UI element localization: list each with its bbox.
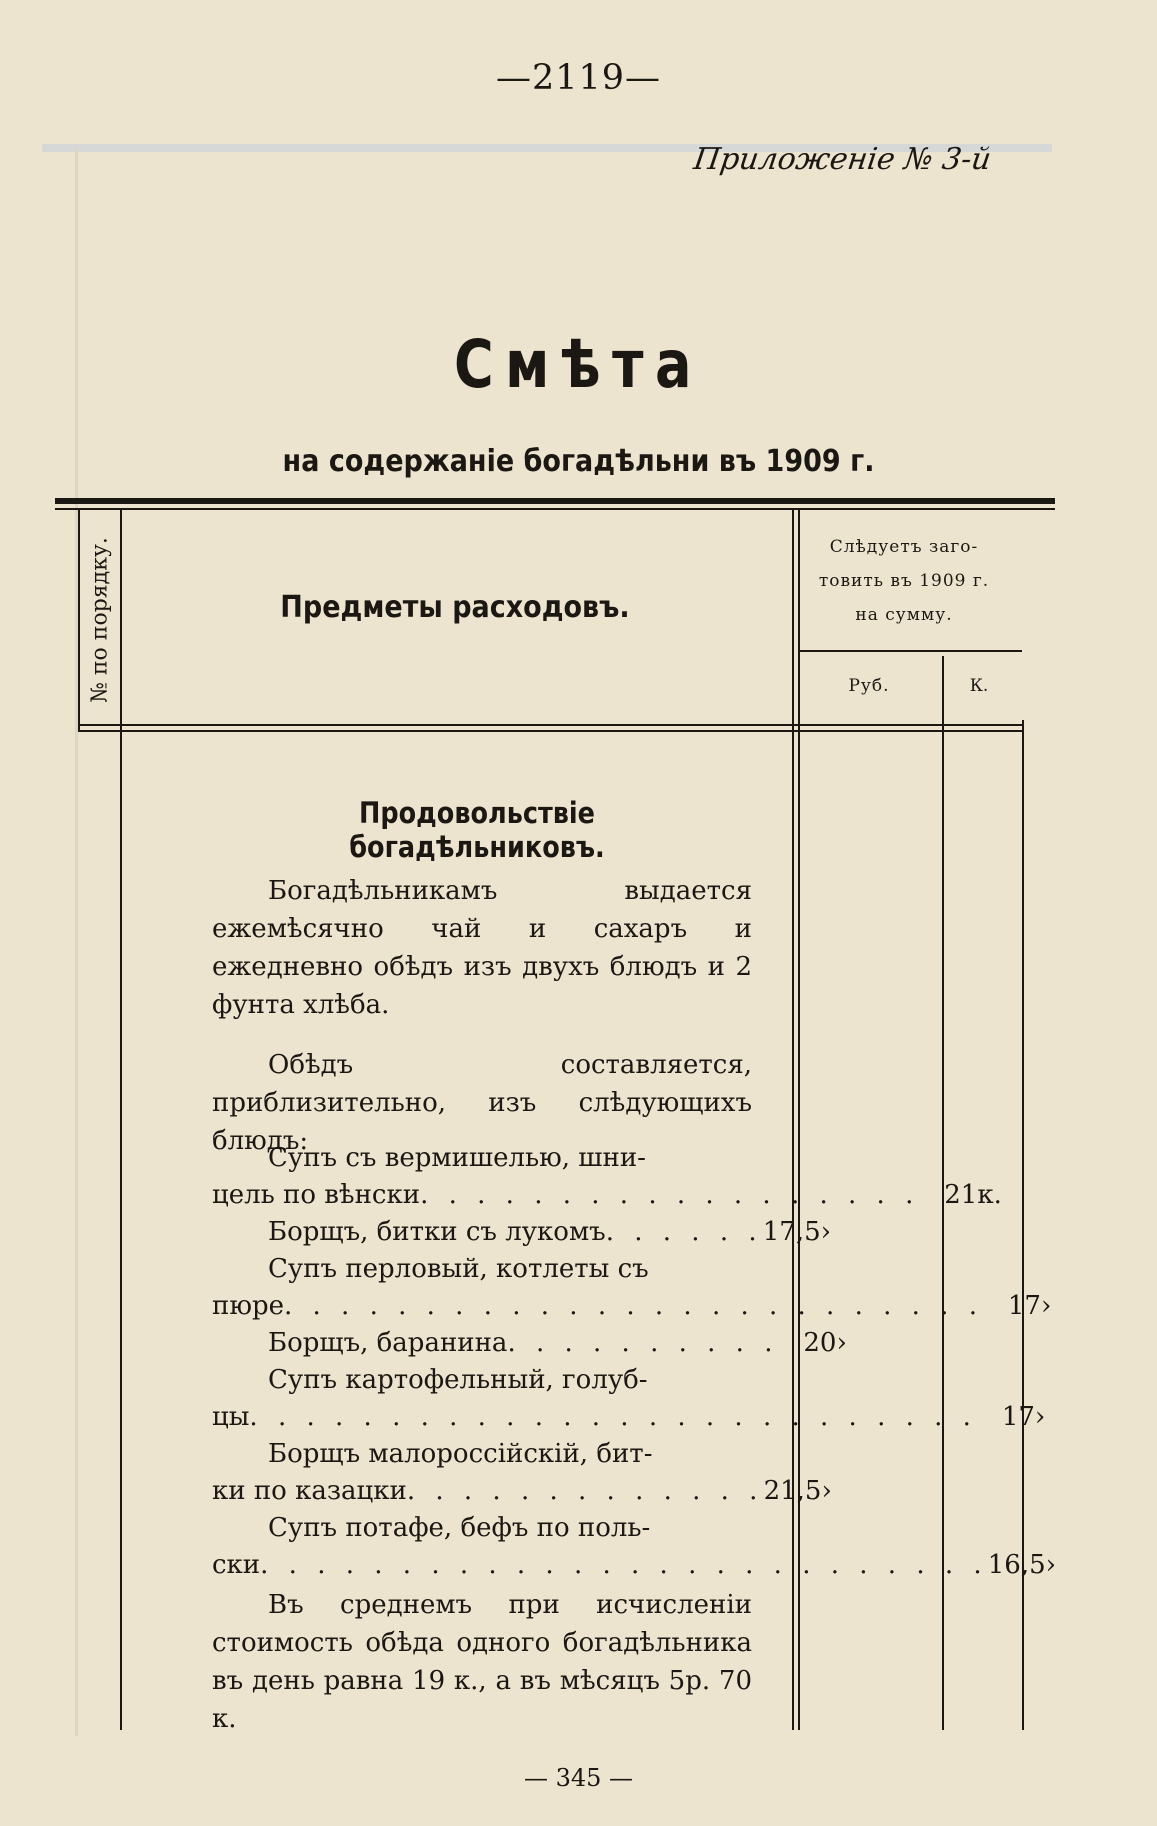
menu-item: Борщъ, баранина . . . . . . . . . . 20 › (268, 1328, 847, 1358)
col-kop-header: К. (969, 676, 989, 696)
paragraph-3: Въ среднемъ при исчисленiи стоимость обѣда одного богадѣльника въ день равна 19 к., а въ мѣсяцъ 5р. 70 к. (212, 1590, 752, 1734)
col-rub-header: Руб. (848, 676, 890, 696)
page-number-bottom: — 345 — (523, 1764, 634, 1792)
col-number-header: № по порядку. (87, 537, 113, 703)
paragraph-1: Богадѣльникамъ выдается ежемѣсячно чай и сахаръ и ежедневно обѣдъ изъ двухъ блюдъ и 2 фунта хлѣба. (212, 876, 752, 1020)
menu-line: Супъ потафе, бефъ по поль- (268, 1513, 651, 1543)
menu-item: цы . . . . . . . . . . . . . . . . . . . . . . . . . . 17 › (212, 1402, 1046, 1432)
menu-item: цель по вѣнски . . . . . . . . . . . . . . . . . . 21 к. (212, 1180, 1002, 1210)
menu-item: ки по казацки . . . . . . . . . . . . . 21,5 › (212, 1476, 832, 1506)
header-bottom-rule-2 (78, 730, 1022, 732)
document-subtitle: на содержанiе богадѣльни въ 1909 г. (282, 444, 875, 479)
menu-line: Борщъ малороссiйскiй, бит- (268, 1439, 653, 1469)
document-title: Смѣта (453, 326, 704, 403)
header-thick-rule (55, 498, 1055, 504)
menu-item: Борщъ, битки съ лукомъ . . . . . . 17,5 › (268, 1217, 832, 1247)
menu-list (212, 1140, 1057, 1584)
menu-line: Супъ съ вермишелью, шни- (268, 1143, 646, 1173)
scan-edge (75, 146, 78, 1736)
appendix-label: Приложенiе № 3-й (691, 142, 994, 177)
menu-item: пюре . . . . . . . . . . . . . . . . . . . . . . . . . 17 › (212, 1291, 1052, 1321)
header-thin-rule (55, 508, 1055, 510)
menu-line: Супъ картофельный, голуб- (268, 1365, 648, 1395)
page-number-top: —2119— (495, 58, 662, 98)
paragraph-2: Обѣдъ составляется, приблизительно, изъ слѣдующихъ блюдъ: (212, 1050, 752, 1156)
header-bottom-rule (78, 724, 1022, 726)
amount-header-line: Слѣдуетъ заго- (829, 537, 979, 557)
menu-line: Супъ перловый, котлеты съ (268, 1254, 649, 1284)
amount-subheader-rule (798, 650, 1022, 652)
col-amount-header (794, 530, 1014, 632)
menu-item: ски . . . . . . . . . . . . . . . . . . . . . . . . . . 16,5 › (212, 1550, 1057, 1580)
col-items-header: Предметы расходовъ. (280, 590, 630, 625)
amount-header-line: на сумму. (855, 605, 953, 625)
amount-header-line: товить въ 1909 г. (818, 571, 990, 591)
section-title: Продовольствiе богадѣльниковъ. (349, 796, 605, 864)
col-border-number (120, 510, 122, 1730)
